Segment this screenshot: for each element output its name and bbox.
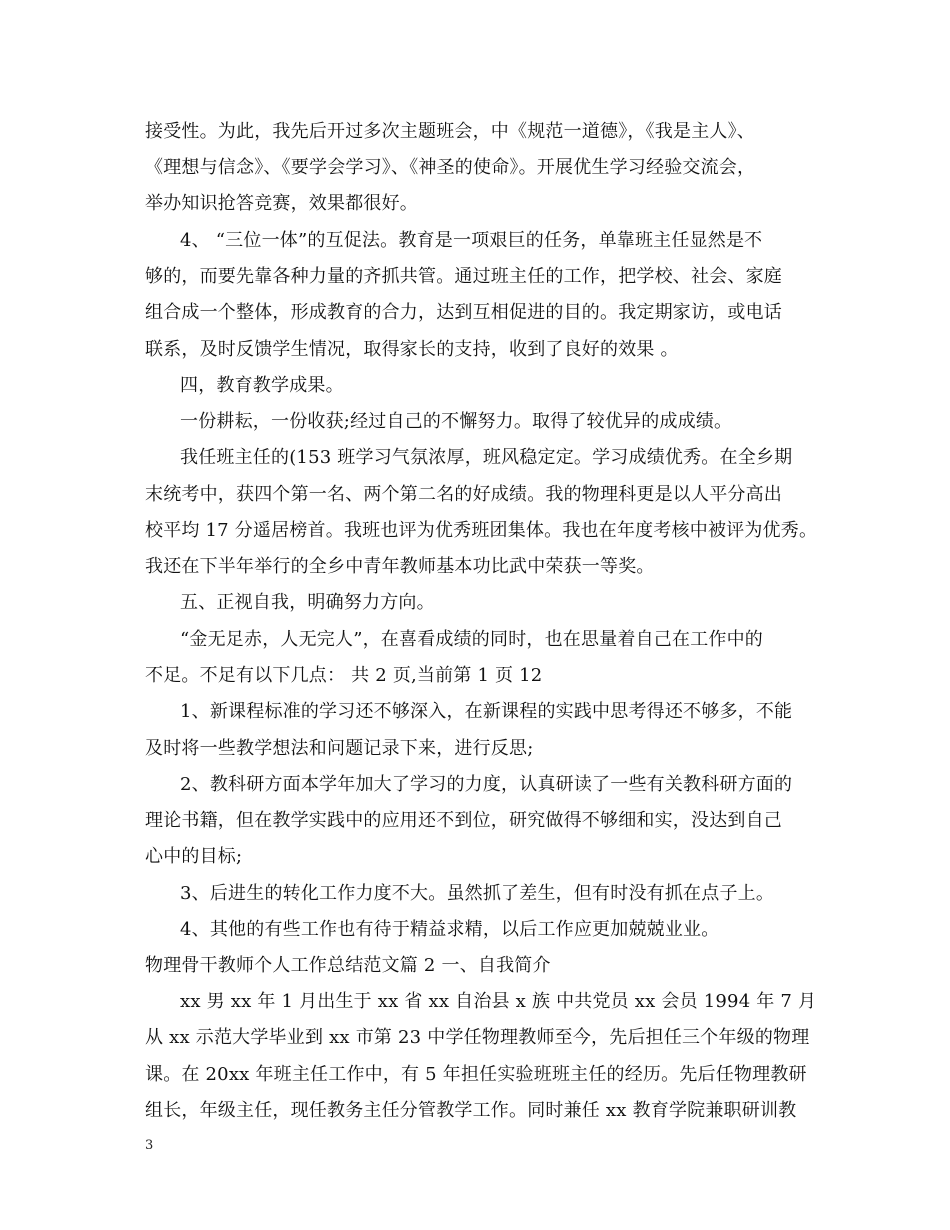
text-line: 理论书籍，但在教学实践中的应用还不到位，研究做得不够细和实，没达到自己 — [145, 810, 782, 831]
text-line: 够的，而要先靠各种力量的齐抓共管。通过班主任的工作，把学校、社会、家庭 — [145, 266, 782, 287]
text-line: 举办知识抢答竞赛，效果都很好。 — [145, 193, 418, 214]
text-line: 接受性。为此，我先后开过多次主题班会，中《规范一道德》，《我是主人》、 — [145, 121, 755, 142]
text-line: 课。在 20xx 年班主任工作中，有 5 年担任实验班班主任的经历。先后任物理教研 — [145, 1064, 807, 1085]
text-line: 1、新课程标准的学习还不够深入，在新课程的实践中思考得还不够多，不能 — [180, 701, 793, 722]
article-title: 物理骨干教师个人工作总结范文篇 2 一、自我简介 — [145, 955, 551, 976]
text-line: 组合成一个整体，形成教育的合力，达到互相促进的目的。我定期家访，或电话 — [145, 302, 782, 323]
text-line: 联系，及时反馈学生情况，取得家长的支持，收到了良好的效果 。 — [145, 339, 679, 360]
text-line: 一份耕耘，一份收获;经过自己的不懈努力。取得了较优异的成成绩。 — [180, 411, 733, 432]
text-line: 不足。不足有以下几点： 共 2 页,当前第 1 页 12 — [145, 665, 543, 686]
text-line: 《理想与信念》、《要学会学习》、《神圣的使命》。开展优生学习经验交流会， — [145, 157, 756, 178]
text-line: 4、 “三位一体”的互促法。教育是一项艰巨的任务，单靠班主任显然是不 — [180, 230, 763, 251]
text-line: 末统考中，获四个第一名、两个第二名的好成绩。我的物理科更是以人平分高出 — [145, 484, 782, 505]
text-line: 3、后进生的转化工作力度不大。虽然抓了差生，但有时没有抓在点子上。 — [180, 883, 775, 904]
text-line: 我任班主任的(153 班学习气氛浓厚，班风稳定定。学习成绩优秀。在全乡期 — [180, 447, 793, 468]
text-line: 从 xx 示范大学毕业到 xx 市第 23 中学任物理教师至今，先后担任三个年级的物理 — [145, 1027, 810, 1048]
text-line: 校平均 17 分遥居榜首。我班也评为优秀班团集体。我也在年度考核中被评为优秀。 — [145, 520, 818, 541]
text-line: 组长，年级主任，现任教务主任分管教学工作。同时兼任 xx 教育学院兼职研训教 — [145, 1100, 797, 1121]
text-line: “金无足赤，人无完人”，在喜看成绩的同时，也在思量着自己在工作中的 — [180, 629, 764, 650]
text-line: 我还在下半年举行的全乡中青年教师基本功比武中荣获一等奖。 — [145, 556, 655, 577]
section-heading: 四，教育教学成果。 — [180, 375, 344, 396]
section-heading: 五、正视自我，明确努力方向。 — [180, 592, 435, 613]
text-line: 心中的目标; — [145, 846, 243, 867]
text-line: 及时将一些教学想法和问题记录下来，进行反思; — [145, 738, 534, 759]
text-line: xx 男 xx 年 1 月出生于 xx 省 xx 自治县 x 族 中共党员 xx 会员 1994 年 7 月 — [180, 991, 817, 1012]
text-line: 2、教科研方面本学年加大了学习的力度，认真研读了一些有关教科研方面的 — [180, 774, 793, 795]
page-number: 3 — [145, 1138, 154, 1153]
text-line: 4、其他的有些工作也有待于精益求精，以后工作应更加兢兢业业。 — [180, 919, 720, 940]
